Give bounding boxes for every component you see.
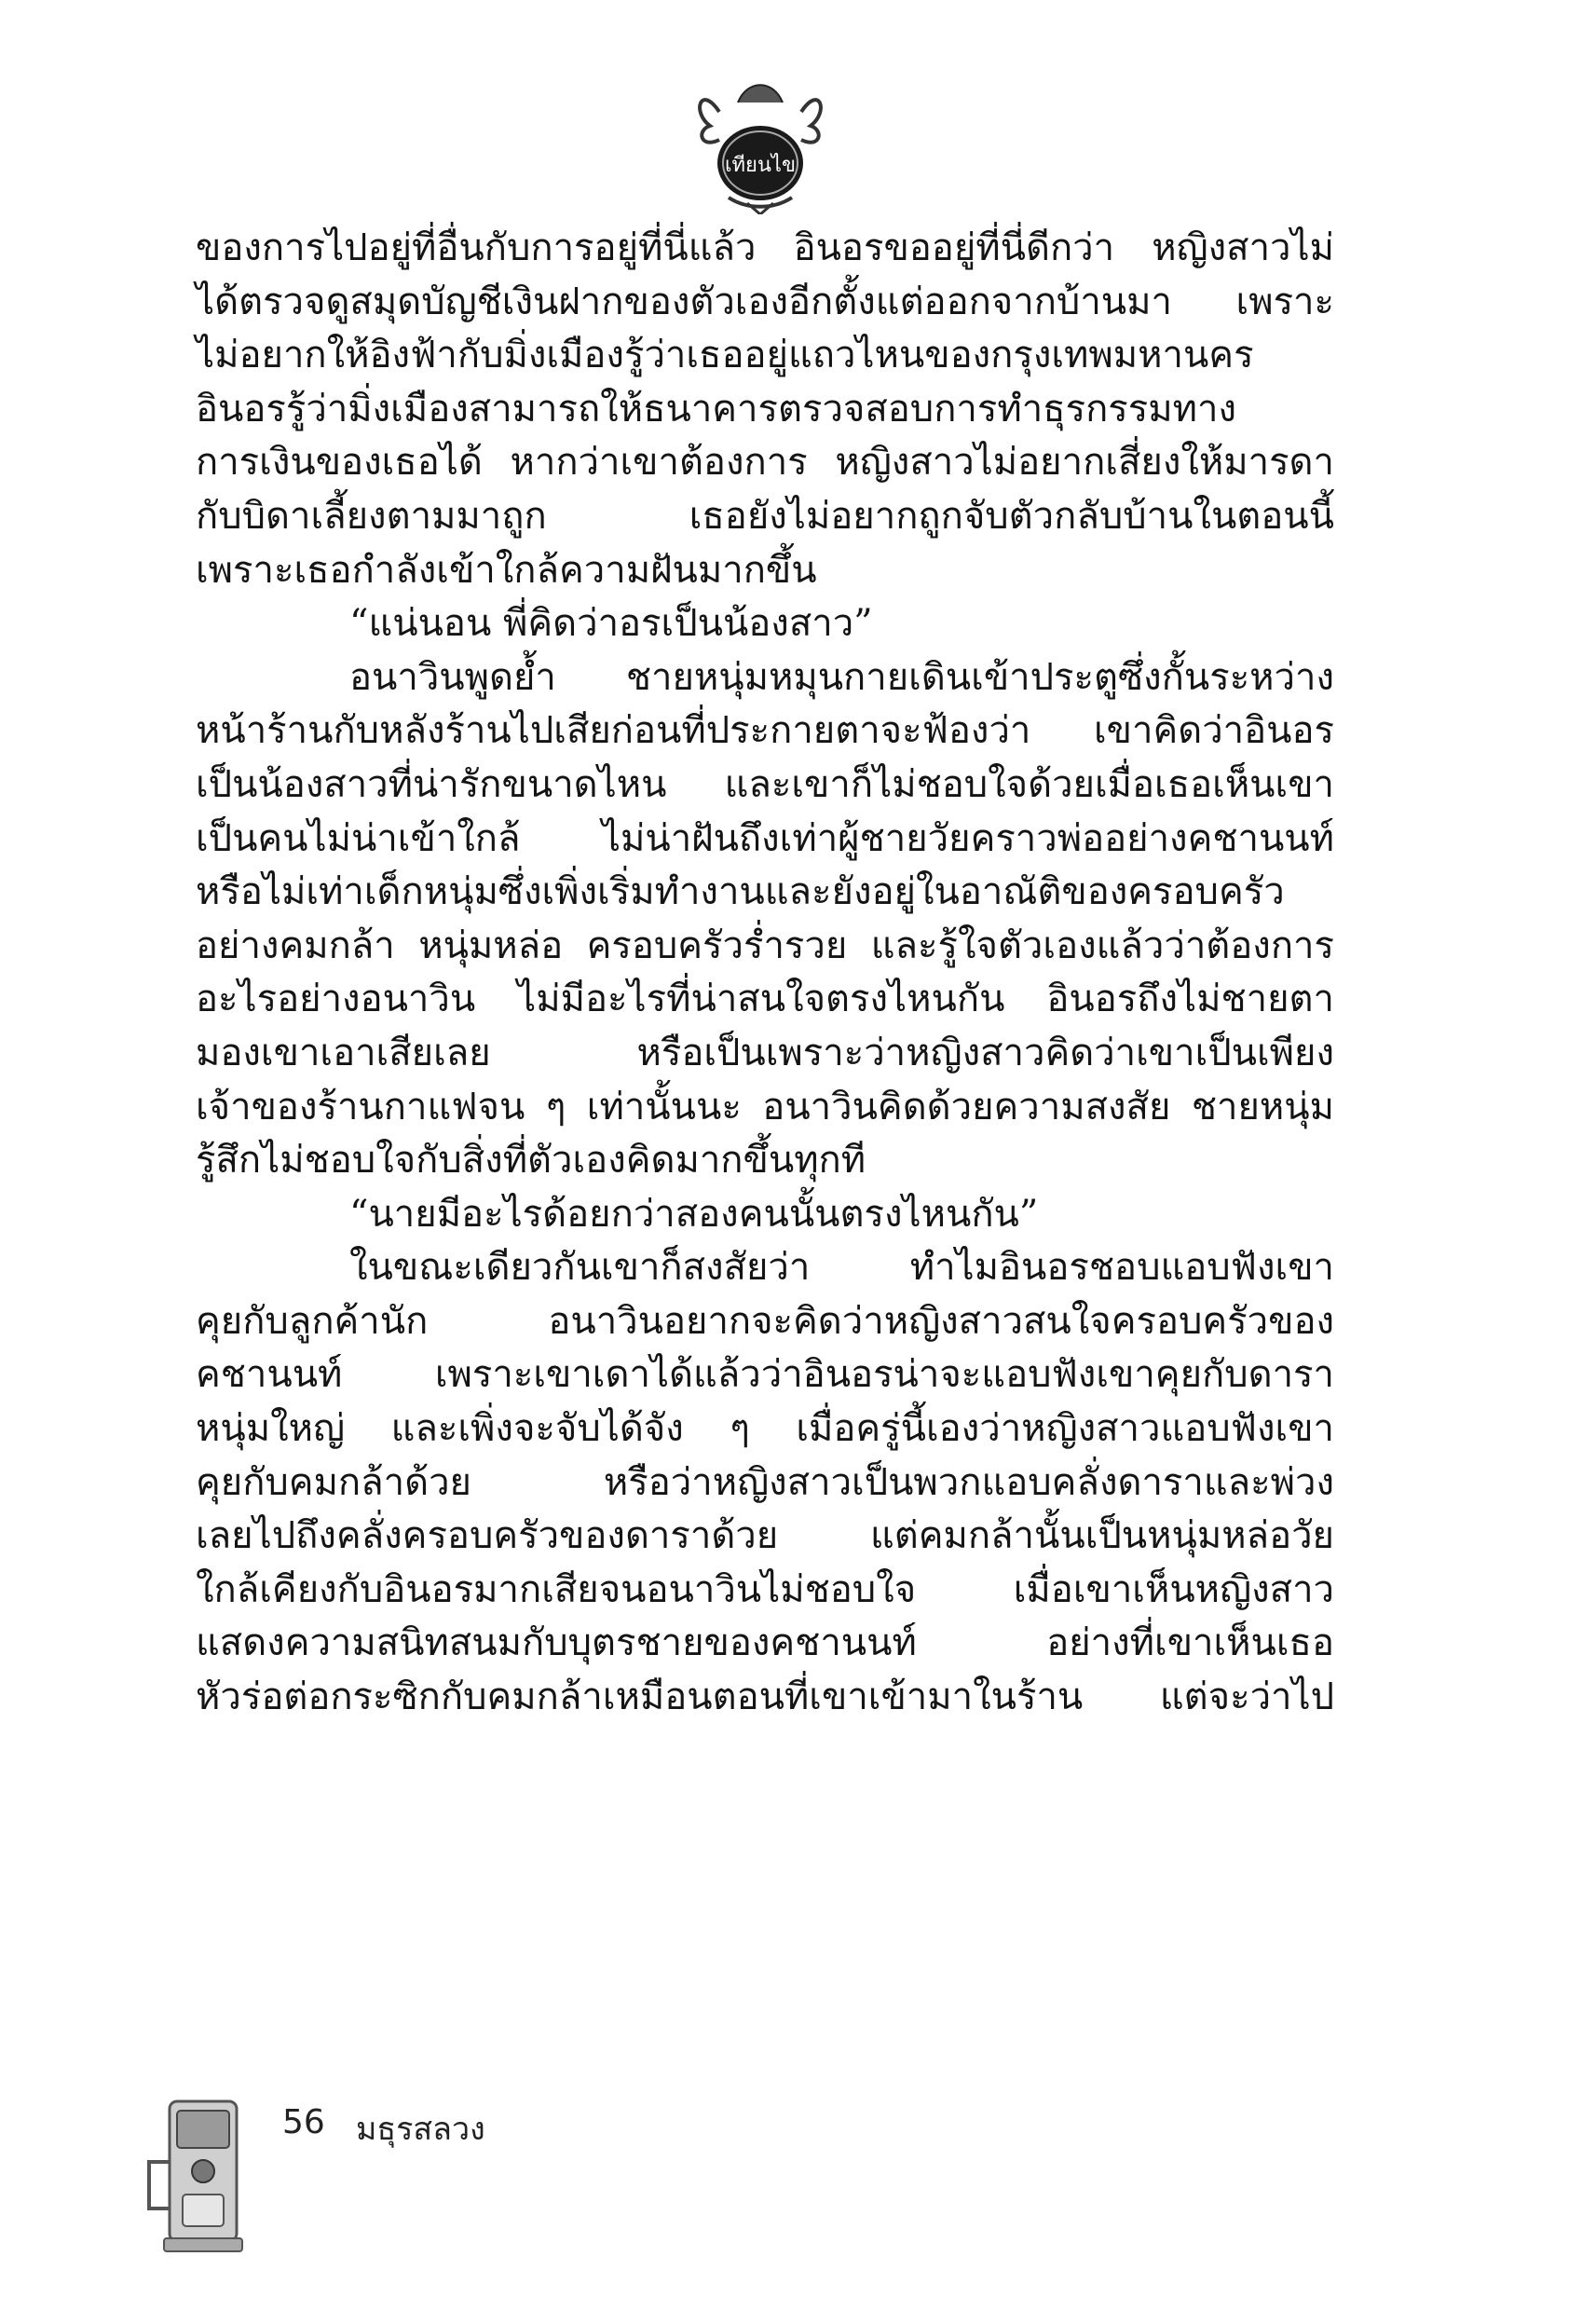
- text-line: อนาวินพูดย้ำ ชายหนุ่มหมุนกายเดินเข้าประตูซึ่งกั้นระหว่าง: [349, 655, 1334, 699]
- text-line: ในขณะเดียวกันเขาก็สงสัยว่า ทำไมอินอรชอบแอบฟังเขา: [349, 1246, 1334, 1290]
- text-line: อย่างคมกล้า หนุ่มหล่อ ครอบครัวร่ำรวย และรู้ใจตัวเองแล้วว่าต้องการ: [196, 923, 1334, 967]
- page-number: 56: [282, 2103, 325, 2141]
- text-line: เลยไปถึงคลั่งครอบครัวของดาราด้วย แต่คมกล้านั้นเป็นหนุ่มหล่อวัย: [196, 1514, 1334, 1558]
- text-line: ได้ตรวจดูสมุดบัญชีเงินฝากของตัวเองอีกตั้งแต่ออกจากบ้านมา เพราะ: [196, 280, 1334, 323]
- text-line: ใกล้เคียงกับอินอรมากเสียจนอนาวินไม่ชอบใจ เมื่อเขาเห็นหญิงสาว: [196, 1567, 1334, 1611]
- text-line: กับบิดาเลี้ยงตามมาถูก เธอยังไม่อยากถูกจับตัวกลับบ้านในตอนนี้: [196, 494, 1334, 538]
- text-line: อะไรอย่างอนาวิน ไม่มีอะไรที่น่าสนใจตรงไหนกัน อินอรถึงไม่ชายตา: [196, 978, 1334, 1021]
- text-line: เจ้าของร้านกาแฟจน ๆ เท่านั้นนะ อนาวินคิดด้วยความสงสัย ชายหนุ่ม: [196, 1085, 1334, 1128]
- text-line: แสดงความสนิทสนมกับบุตรชายของคชานนท์ อย่างที่เขาเห็นเธอ: [196, 1621, 1334, 1665]
- text-line: ไม่อยากให้อิงฟ้ากับมิ่งเมืองรู้ว่าเธออยู่แถวไหนของกรุงเทพมหานคร: [196, 334, 1254, 377]
- text-line: คชานนท์ เพราะเขาเดาได้แล้วว่าอินอรน่าจะแอบฟังเขาคุยกับดารา: [196, 1353, 1334, 1397]
- running-head: มธุรสลวง: [356, 2111, 485, 2148]
- text-line: เพราะเธอกำลังเข้าใกล้ความฝันมากขึ้น: [196, 548, 817, 592]
- svg-text:เทียนไข: เทียนไข: [724, 154, 797, 177]
- dialogue-line: “แน่นอน พี่คิดว่าอรเป็นน้องสาว”: [349, 602, 873, 646]
- text-line: เป็นคนไม่น่าเข้าใกล้ ไม่น่าฝันถึงเท่าผู้ชายวัยคราวพ่ออย่างคชานนท์: [196, 816, 1334, 860]
- text-line: มองเขาเอาเสียเลย หรือเป็นเพราะว่าหญิงสาวคิดว่าเขาเป็นเพียง: [196, 1031, 1334, 1074]
- text-line: คุยกับคมกล้าด้วย หรือว่าหญิงสาวเป็นพวกแอบคลั่งดาราและพ่วง: [196, 1460, 1334, 1504]
- text-line: หัวร่อต่อกระซิกกับคมกล้าเหมือนตอนที่เขาเข้ามาในร้าน แต่จะว่าไป: [196, 1675, 1334, 1719]
- dialogue-line: “นายมีอะไรด้อยกว่าสองคนนั้นตรงไหนกัน”: [349, 1192, 1039, 1236]
- text-line: เป็นน้องสาวที่น่ารักขนาดไหน และเขาก็ไม่ชอบใจด้วยเมื่อเธอเห็นเขา: [196, 762, 1334, 806]
- text-line: การเงินของเธอได้ หากว่าเขาต้องการ หญิงสาวไม่อยากเสี่ยงให้มารดา: [196, 441, 1334, 485]
- text-line: หรือไม่เท่าเด็กหนุ่มซึ่งเพิ่งเริ่มทำงานและยังอยู่ในอาณัติของครอบครัว: [196, 870, 1285, 914]
- text-line: รู้สึกไม่ชอบใจกับสิ่งที่ตัวเองคิดมากขึ้นทุกที: [196, 1139, 866, 1183]
- text-line: หน้าร้านกับหลังร้านไปเสียก่อนที่ประกายตาจะฟ้องว่า เขาคิดว่าอินอร: [196, 709, 1334, 753]
- text-line: คุยกับลูกค้านัก อนาวินอยากจะคิดว่าหญิงสาวสนใจครอบครัวของ: [196, 1299, 1334, 1343]
- text-line: ของการไปอยู่ที่อื่นกับการอยู่ที่นี่แล้ว อินอรขออยู่ที่นี่ดีกว่า หญิงสาวไม่: [196, 226, 1334, 269]
- crest-ornament-icon: [682, 75, 839, 214]
- text-line: อินอรรู้ว่ามิ่งเมืองสามารถให้ธนาคารตรวจสอบการทำธุรกรรมทาง: [196, 387, 1236, 431]
- coffee-machine-icon: [142, 2097, 249, 2255]
- body-text: [196, 222, 1334, 1725]
- text-line: หนุ่มใหญ่ และเพิ่งจะจับได้จัง ๆ เมื่อครู่นี้เองว่าหญิงสาวแอบฟังเขา: [196, 1407, 1334, 1451]
